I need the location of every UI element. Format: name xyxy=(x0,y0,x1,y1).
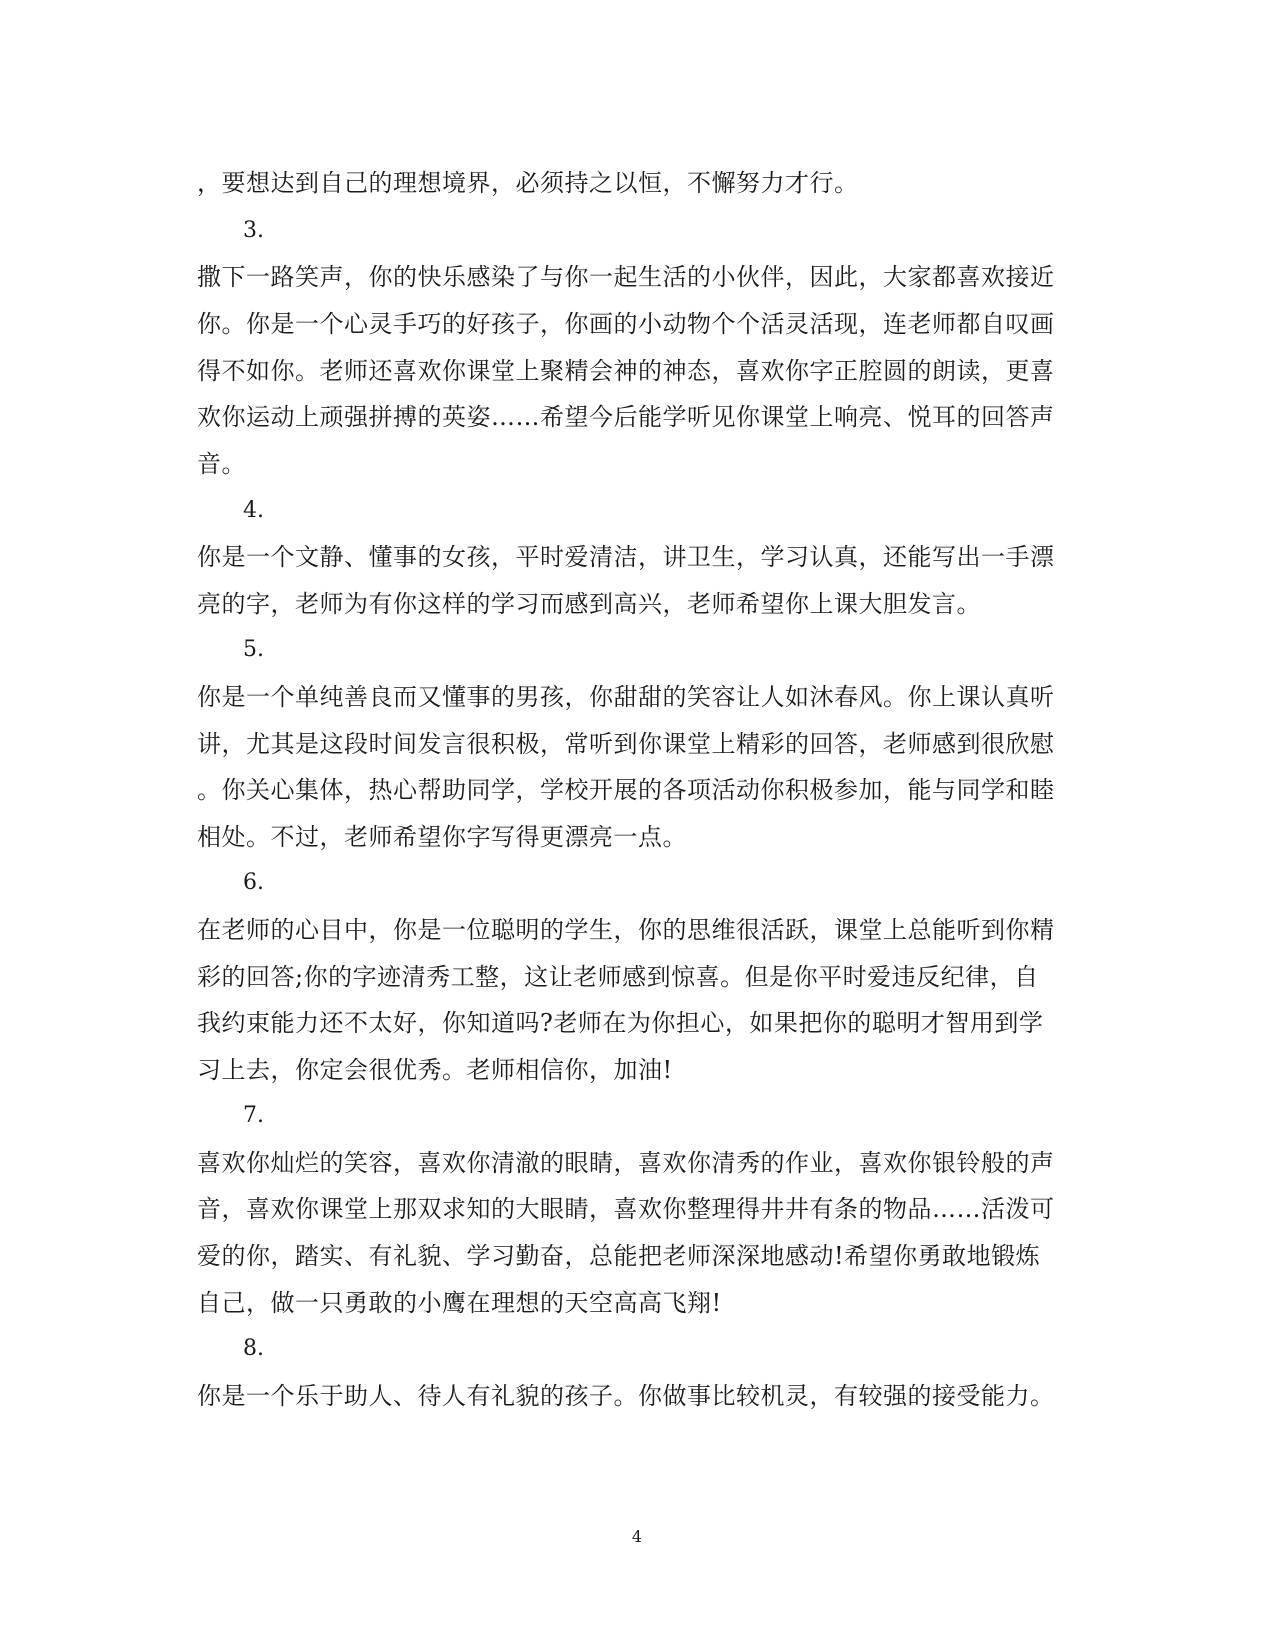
text-line: 爱的你，踏实、有礼貌、学习勤奋，总能把老师深深地感动!希望你勇敢地锻炼 xyxy=(197,1242,1041,1270)
item-number: 5. xyxy=(243,637,264,662)
text-line: 你。你是一个心灵手巧的好孩子，你画的小动物个个活灵活现，连老师都自叹画 xyxy=(197,310,1055,338)
text-line: 。你关心集体，热心帮助同学，学校开展的各项活动你积极参加，能与同学和睦 xyxy=(197,776,1055,804)
text-line: 得不如你。老师还喜欢你课堂上聚精会神的神态，喜欢你字正腔圆的朗读，更喜 xyxy=(197,357,1055,385)
text-line: 你是一个乐于助人、待人有礼貌的孩子。你做事比较机灵，有较强的接受能力。 xyxy=(197,1382,1055,1410)
text-line: 在老师的心目中，你是一位聪明的学生，你的思维很活跃，课堂上总能听到你精 xyxy=(197,916,1055,944)
text-line: 相处。不过，老师希望你字写得更漂亮一点。 xyxy=(197,823,687,851)
text-line: 音。 xyxy=(197,450,246,478)
text-line: ，要想达到自己的理想境界，必须持之以恒，不懈努力才行。 xyxy=(197,169,859,197)
item-number: 4. xyxy=(243,498,264,523)
item-number: 8. xyxy=(243,1336,264,1361)
text-line: 音，喜欢你课堂上那双求知的大眼睛，喜欢你整理得井井有条的物品……活泼可 xyxy=(197,1195,1055,1223)
item-number: 6. xyxy=(243,870,264,895)
text-line: 你是一个单纯善良而又懂事的男孩，你甜甜的笑容让人如沐春风。你上课认真听 xyxy=(197,683,1055,711)
page-number: 4 xyxy=(631,1527,643,1546)
text-line: 习上去，你定会很优秀。老师相信你，加油! xyxy=(197,1056,673,1084)
text-line: 欢你运动上顽强拼搏的英姿……希望今后能学听见你课堂上响亮、悦耳的回答声 xyxy=(197,403,1055,431)
item-number: 7. xyxy=(243,1103,264,1128)
text-line: 自己，做一只勇敢的小鹰在理想的天空高高飞翔! xyxy=(197,1289,722,1317)
text-line: 彩的回答;你的字迹清秀工整，这让老师感到惊喜。但是你平时爱违反纪律，自 xyxy=(197,963,1039,991)
text-line: 撒下一路笑声，你的快乐感染了与你一起生活的小伙伴，因此，大家都喜欢接近 xyxy=(197,263,1055,291)
text-line: 讲，尤其是这段时间发言很积极，常听到你课堂上精彩的回答，老师感到很欣慰 xyxy=(197,730,1055,758)
text-line: 我约束能力还不太好，你知道吗?老师在为你担心，如果把你的聪明才智用到学 xyxy=(197,1009,1044,1037)
text-line: 喜欢你灿烂的笑容，喜欢你清澈的眼睛，喜欢你清秀的作业，喜欢你银铃般的声 xyxy=(197,1149,1055,1177)
text-line: 亮的字，老师为有你这样的学习而感到高兴，老师希望你上课大胆发言。 xyxy=(197,590,981,618)
text-line: 你是一个文静、懂事的女孩，平时爱清洁，讲卫生，学习认真，还能写出一手漂 xyxy=(197,543,1055,571)
item-number: 3. xyxy=(243,218,264,243)
